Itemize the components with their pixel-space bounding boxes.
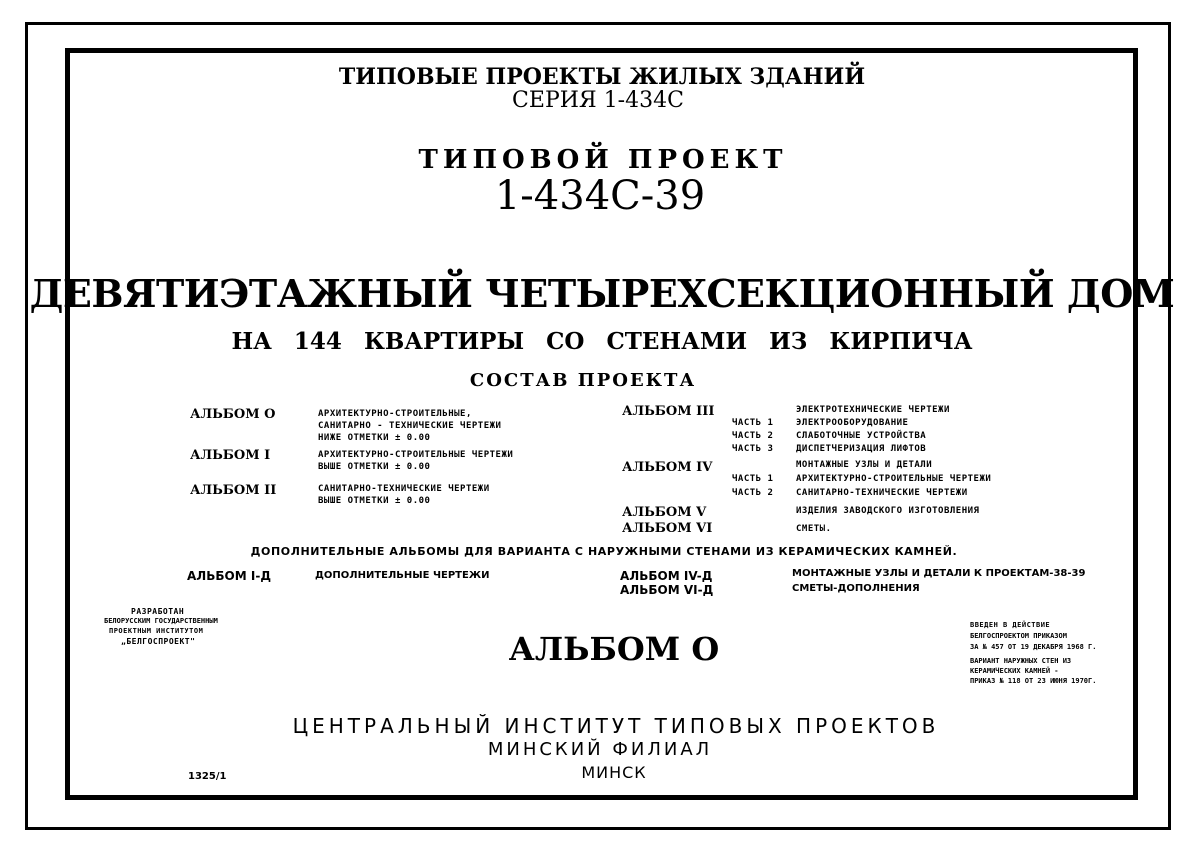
album-1-label: АЛЬБОМ I (190, 448, 271, 463)
album-label: АЛЬБОМ О (508, 630, 720, 668)
enacted-line-4: ВАРИАНТ НАРУЖНЫХ СТЕН ИЗ (970, 657, 1072, 665)
album-2-line-1: САНИТАРНО-ТЕХНИЧЕСКИЕ ЧЕРТЕЖИ (318, 484, 490, 494)
album-2-line-2: ВЫШЕ ОТМЕТКИ ± 0.00 (318, 496, 431, 506)
album-1-line-2: ВЫШЕ ОТМЕТКИ ± 0.00 (318, 462, 431, 472)
additional-album-6d-text: СМЕТЫ-ДОПОЛНЕНИЯ (792, 583, 920, 594)
footer-code: 1325/1 (188, 771, 227, 782)
album-3-part-3-text: ДИСПЕТЧЕРИЗАЦИЯ ЛИФТОВ (796, 444, 927, 454)
album-3-part-1: ЧАСТЬ 1 (732, 418, 774, 428)
footer-institute: ЦЕНТРАЛЬНЫЙ ИНСТИТУТ ТИПОВЫХ ПРОЕКТОВ (292, 714, 940, 738)
additional-album-4d: АЛЬБОМ IV-Д (620, 569, 713, 583)
album-3-part-3: ЧАСТЬ 3 (732, 444, 774, 454)
album-4-part-1-text: АРХИТЕКТУРНО-СТРОИТЕЛЬНЫЕ ЧЕРТЕЖИ (796, 474, 992, 484)
album-0-line-3: НИЖЕ ОТМЕТКИ ± 0.00 (318, 433, 431, 443)
additional-heading: ДОПОЛНИТЕЛЬНЫЕ АЛЬБОМЫ ДЛЯ ВАРИАНТА С НАРУЖНЫМИ СТЕНАМИ ИЗ КЕРАМИЧЕСКИХ КАМНЕЙ. (250, 545, 958, 558)
album-6-label: АЛЬБОМ VI (622, 521, 713, 536)
album-3-part-2-text: СЛАБОТОЧНЫЕ УСТРОЙСТВА (796, 431, 927, 441)
album-2-label: АЛЬБОМ II (190, 483, 277, 498)
enacted-line-2: БЕЛГОСПРОЕКТОМ ПРИКАЗОМ (970, 632, 1067, 640)
developer-line-3: ПРОЕКТНЫМ ИНСТИТУТОМ (109, 627, 204, 635)
footer-branch: МИНСКИЙ ФИЛИАЛ (487, 739, 713, 760)
additional-album-6d: АЛЬБОМ VI-Д (620, 583, 714, 597)
album-3-title: ЭЛЕКТРОТЕХНИЧЕСКИЕ ЧЕРТЕЖИ (796, 405, 950, 415)
album-4-part-2-text: САНИТАРНО-ТЕХНИЧЕСКИЕ ЧЕРТЕЖИ (796, 488, 968, 498)
album-6-text: СМЕТЫ. (796, 524, 832, 534)
album-3-label: АЛЬБОМ III (622, 404, 715, 419)
project-label: ТИПОВОЙ ПРОЕКТ (418, 145, 788, 175)
album-4-title: МОНТАЖНЫЕ УЗЛЫ И ДЕТАЛИ (796, 460, 933, 470)
additional-album-1d-text: ДОПОЛНИТЕЛЬНЫЕ ЧЕРТЕЖИ (315, 570, 490, 581)
subtitle: НА 144 КВАРТИРЫ СО СТЕНАМИ ИЗ КИРПИЧА (231, 328, 973, 355)
enacted-line-1: ВВЕДЕН В ДЕЙСТВИЕ (970, 621, 1051, 629)
album-0-label: АЛЬБОМ О (190, 407, 276, 422)
album-0-line-2: САНИТАРНО - ТЕХНИЧЕСКИЕ ЧЕРТЕЖИ (318, 421, 502, 431)
series-title: ТИПОВЫЕ ПРОЕКТЫ ЖИЛЫХ ЗДАНИЙ (338, 64, 866, 90)
developer-line-1: РАЗРАБОТАН (131, 607, 185, 616)
album-5-text: ИЗДЕЛИЯ ЗАВОДСКОГО ИЗГОТОВЛЕНИЯ (796, 506, 980, 516)
enacted-line-6: ПРИКАЗ № 118 ОТ 23 ИЮНЯ 1970Г. (970, 677, 1097, 685)
album-4-part-2: ЧАСТЬ 2 (732, 488, 774, 498)
additional-album-4d-text: МОНТАЖНЫЕ УЗЛЫ И ДЕТАЛИ К ПРОЕКТАМ-38-39 (792, 568, 1086, 579)
developer-line-4: „БЕЛГОСПРОЕКТ" (121, 637, 196, 646)
additional-album-1d: АЛЬБОМ I-Д (187, 569, 271, 583)
album-3-part-1-text: ЭЛЕКТРООБОРУДОВАНИЕ (796, 418, 909, 428)
project-number: 1-434С-39 (494, 173, 706, 219)
album-0-line-1: АРХИТЕКТУРНО-СТРОИТЕЛЬНЫЕ, (318, 409, 472, 419)
enacted-line-5: КЕРАМИЧЕСКИХ КАМНЕЙ - (970, 667, 1059, 675)
enacted-line-3: ЗА № 457 ОТ 19 ДЕКАБРЯ 1968 Г. (970, 643, 1097, 651)
album-1-line-1: АРХИТЕКТУРНО-СТРОИТЕЛЬНЫЕ ЧЕРТЕЖИ (318, 450, 514, 460)
composition-heading: СОСТАВ ПРОЕКТА (469, 370, 697, 391)
footer-city: МИНСК (581, 763, 647, 782)
series-number: СЕРИЯ 1-434С (512, 88, 684, 113)
album-5-label: АЛЬБОМ V (622, 505, 707, 520)
developer-line-2: БЕЛОРУССКИМ ГОСУДАРСТВЕННЫМ (104, 617, 218, 625)
album-4-part-1: ЧАСТЬ 1 (732, 474, 774, 484)
album-4-label: АЛЬБОМ IV (622, 460, 713, 475)
main-title: ДЕВЯТИЭТАЖНЫЙ ЧЕТЫРЕХСЕКЦИОННЫЙ ДОМ (29, 271, 1175, 316)
album-3-part-2: ЧАСТЬ 2 (732, 431, 774, 441)
